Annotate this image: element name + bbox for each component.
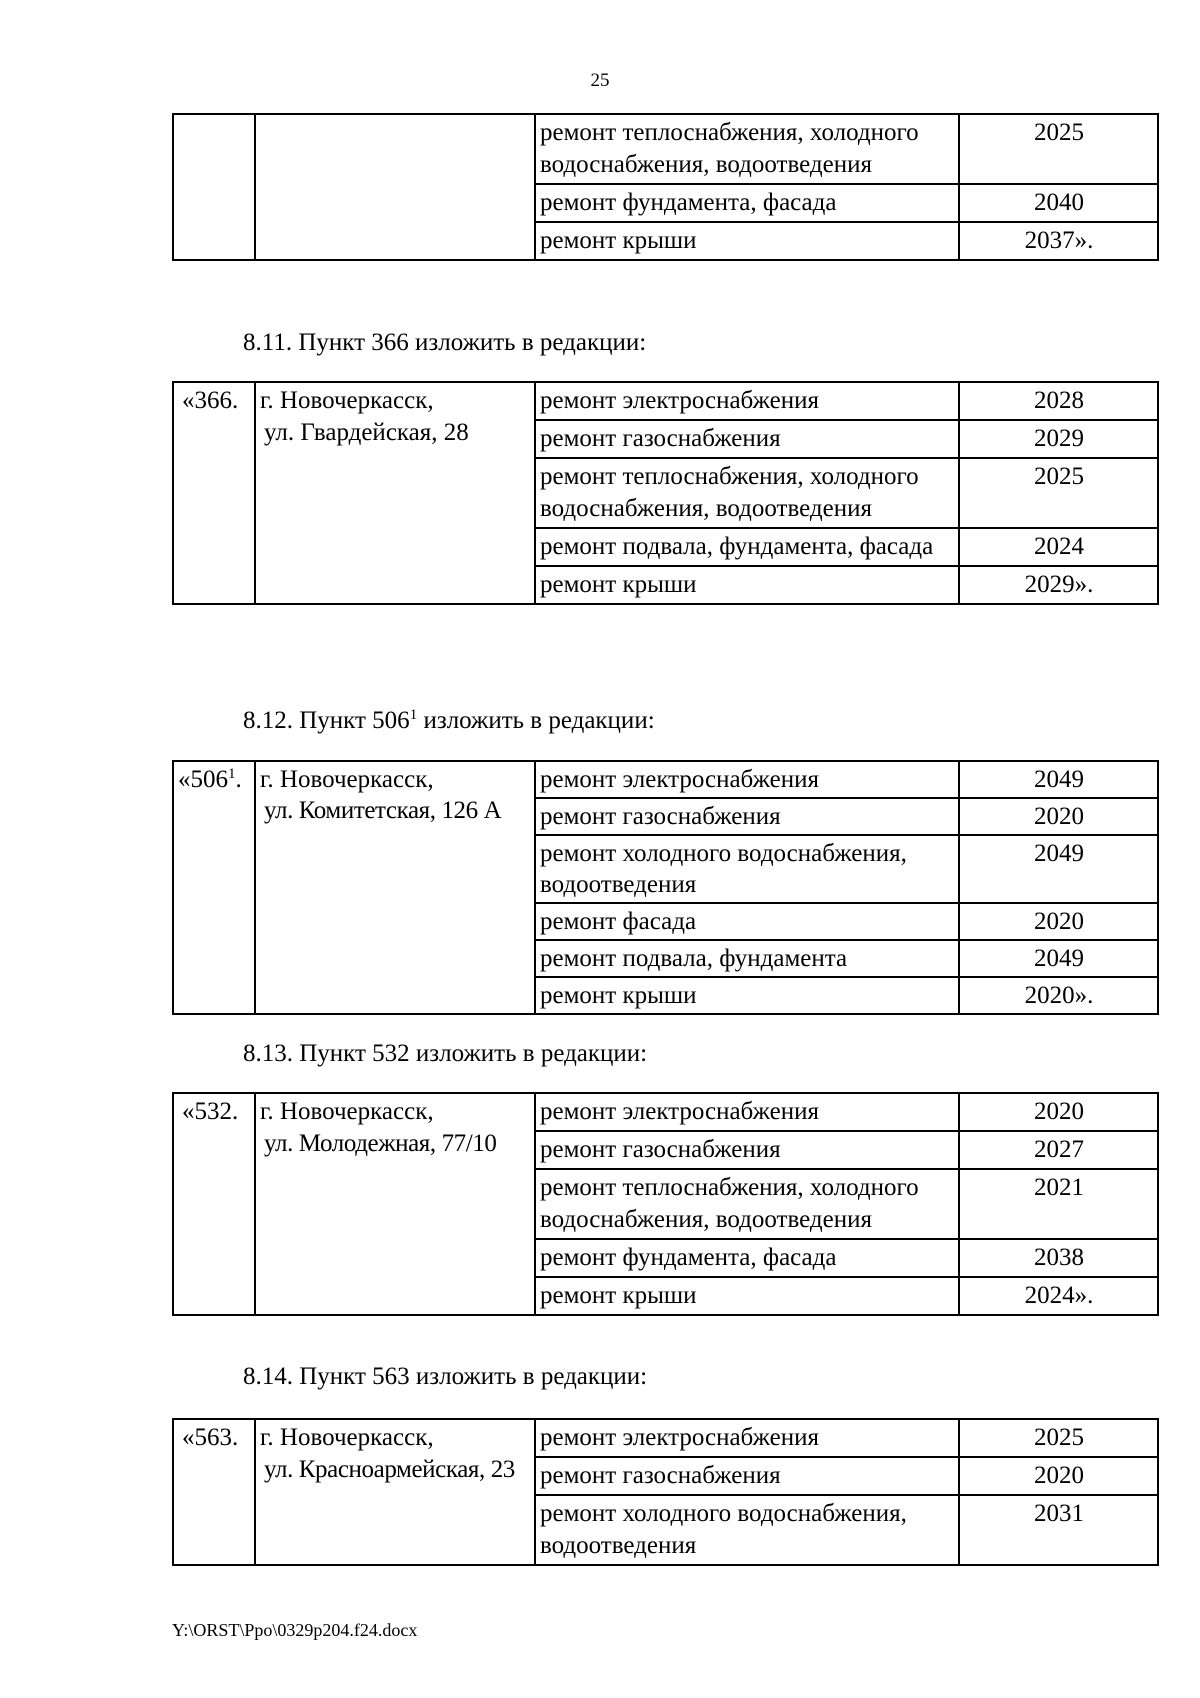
year-cell: 2020 xyxy=(959,798,1158,835)
address-street: ул. Гвардейская, 28 xyxy=(264,419,469,446)
address-city: г. Новочеркасск, xyxy=(260,766,434,793)
work-cell: ремонт теплоснабжения, холодного водоснабжения, водоотведения xyxy=(535,1169,959,1239)
work-cell: ремонт подвала, фундамента xyxy=(535,940,959,977)
address-cell xyxy=(255,1419,535,1565)
table-item-563 xyxy=(172,1418,1159,1566)
table-row xyxy=(173,761,1158,798)
address-cell xyxy=(255,761,535,1014)
year-cell: 2020 xyxy=(959,1093,1158,1131)
paragraph-8-11: 8.11. Пункт 366 изложить в редакции: xyxy=(243,329,647,356)
table-continuation xyxy=(172,113,1159,261)
year-cell: 2049 xyxy=(959,940,1158,977)
year-cell: 2038 xyxy=(959,1239,1158,1277)
address-city: г. Новочеркасск, xyxy=(260,1098,434,1125)
item-number-cell xyxy=(173,761,255,1014)
item-number-suffix: . xyxy=(235,766,242,793)
work-cell: ремонт газоснабжения xyxy=(535,1131,959,1169)
work-cell: ремонт фундамента, фасада xyxy=(535,184,959,222)
year-cell: 2037». xyxy=(959,222,1158,260)
address-street: ул. Молодежная, 77/10 xyxy=(264,1130,497,1157)
year-cell: 2025 xyxy=(959,458,1158,528)
work-cell: ремонт фасада xyxy=(535,903,959,940)
work-cell: ремонт крыши xyxy=(535,222,959,260)
table-row xyxy=(173,1419,1158,1457)
table-row xyxy=(173,114,1158,184)
work-cell: ремонт газоснабжения xyxy=(535,420,959,458)
work-cell: ремонт электроснабжения xyxy=(535,1093,959,1131)
year-cell: 2021 xyxy=(959,1169,1158,1239)
table-item-366 xyxy=(172,381,1159,605)
address-city: г. Новочеркасск, xyxy=(260,387,434,414)
paragraph-8-13: 8.13. Пункт 532 изложить в редакции: xyxy=(243,1040,648,1067)
year-cell: 2027 xyxy=(959,1131,1158,1169)
work-cell: ремонт фундамента, фасада xyxy=(535,1239,959,1277)
work-cell: ремонт крыши xyxy=(535,1277,959,1315)
work-cell: ремонт электроснабжения xyxy=(535,382,959,420)
year-cell: 2025 xyxy=(959,1419,1158,1457)
work-cell: ремонт холодного водоснабжения, водоотведения xyxy=(535,835,959,903)
table-row xyxy=(173,382,1158,420)
work-cell: ремонт крыши xyxy=(535,977,959,1014)
paragraph-text: изложить в редакции: xyxy=(417,707,655,734)
address-street: ул. Комитетская, 126 А xyxy=(264,797,502,824)
superscript: 1 xyxy=(228,766,236,782)
address-city: г. Новочеркасск, xyxy=(260,1424,434,1451)
work-cell: ремонт теплоснабжения, холодного водоснабжения, водоотведения xyxy=(535,458,959,528)
address-cell xyxy=(255,382,535,604)
paragraph-text: 8.12. Пункт 506 xyxy=(243,707,410,734)
work-cell: ремонт крыши xyxy=(535,566,959,604)
year-cell: 2031 xyxy=(959,1495,1158,1565)
year-cell: 2024 xyxy=(959,528,1158,566)
year-cell: 2020 xyxy=(959,903,1158,940)
footer-file-path: Y:\ORST\Ppo\0329p204.f24.docx xyxy=(172,1620,418,1640)
item-number: «506 xyxy=(178,766,228,793)
address-cell xyxy=(255,1093,535,1315)
year-cell: 2029». xyxy=(959,566,1158,604)
year-cell: 2040 xyxy=(959,184,1158,222)
year-cell: 2049 xyxy=(959,761,1158,798)
address-cell xyxy=(255,114,535,260)
address-street: ул. Красноармейская, 23 xyxy=(264,1456,515,1483)
item-number-cell: «366. xyxy=(173,382,255,604)
work-cell: ремонт газоснабжения xyxy=(535,798,959,835)
year-cell: 2029 xyxy=(959,420,1158,458)
work-cell: ремонт подвала, фундамента, фасада xyxy=(535,528,959,566)
table-item-506-1 xyxy=(172,760,1159,1015)
year-cell: 2020». xyxy=(959,977,1158,1014)
item-number-cell xyxy=(173,114,255,260)
superscript: 1 xyxy=(409,707,418,723)
year-cell: 2025 xyxy=(959,114,1158,184)
page-number: 25 xyxy=(590,70,610,91)
work-cell: ремонт холодного водоснабжения, водоотведения xyxy=(535,1495,959,1565)
paragraph-8-14: 8.14. Пункт 563 изложить в редакции: xyxy=(243,1363,648,1390)
work-cell: ремонт электроснабжения xyxy=(535,1419,959,1457)
item-number-cell: «563. xyxy=(173,1419,255,1565)
work-cell: ремонт газоснабжения xyxy=(535,1457,959,1495)
table-row xyxy=(173,1093,1158,1131)
year-cell: 2049 xyxy=(959,835,1158,903)
item-number-cell: «532. xyxy=(173,1093,255,1315)
table-item-532 xyxy=(172,1092,1159,1316)
year-cell: 2024». xyxy=(959,1277,1158,1315)
work-cell: ремонт теплоснабжения, холодного водоснабжения, водоотведения xyxy=(535,114,959,184)
paragraph-8-12 xyxy=(243,706,655,736)
year-cell: 2020 xyxy=(959,1457,1158,1495)
work-cell: ремонт электроснабжения xyxy=(535,761,959,798)
year-cell: 2028 xyxy=(959,382,1158,420)
